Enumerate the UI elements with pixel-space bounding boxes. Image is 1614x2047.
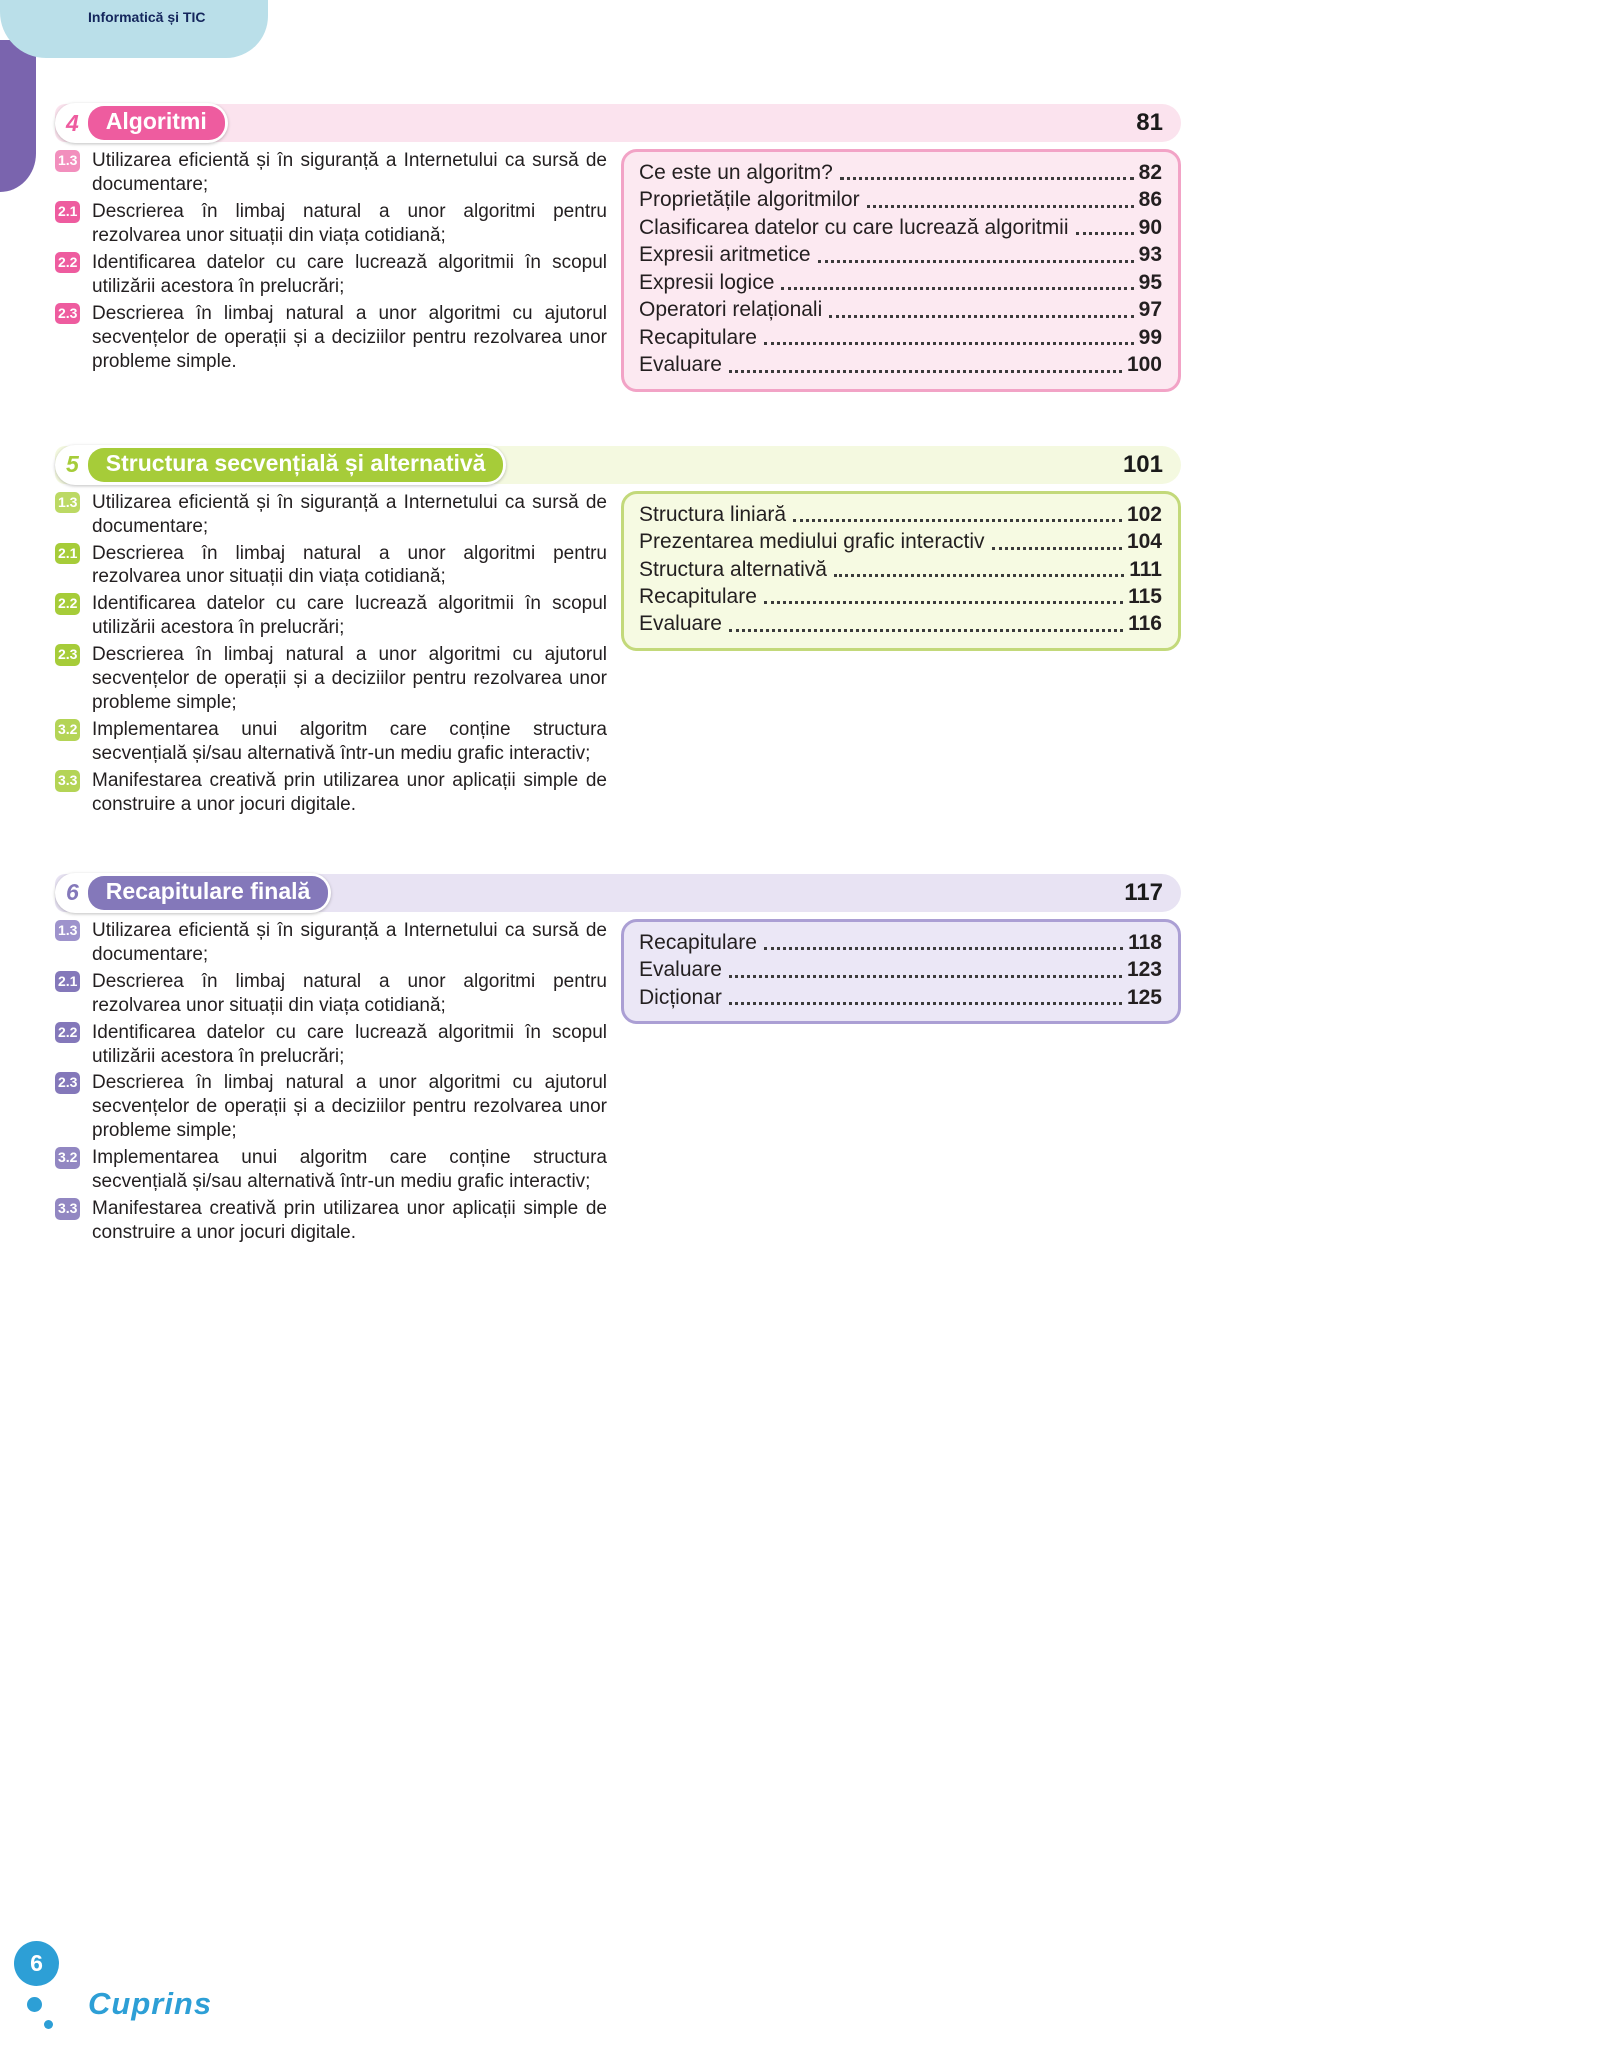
chapter-body — [55, 491, 1181, 820]
competency-item — [55, 491, 607, 539]
competency-text: Descrierea în limbaj natural a unor algoritmi pentru rezolvarea unor situații din viața cotidiană; — [92, 970, 607, 1016]
toc-entry-label: Evaluare — [639, 958, 722, 982]
competency-item — [55, 1197, 607, 1245]
dot-leader — [834, 574, 1124, 577]
book-subject-label: Informatică și TIC — [88, 9, 206, 25]
dot-leader — [729, 1002, 1122, 1005]
footer-section-label: Cuprins — [88, 1986, 213, 2021]
toc-entry — [639, 187, 1162, 213]
toc-entry-page: 125 — [1126, 985, 1162, 1009]
chapter-number-badge: 5 — [66, 451, 79, 478]
competency-code-badge: 1.3 — [55, 920, 80, 942]
competency-text: Manifestarea creativă prin utilizarea unor aplicații simple de construire a unor jocuri digitale. — [92, 769, 607, 815]
toc-entry-page: 104 — [1126, 530, 1162, 554]
toc-entry-label: Operatori relaționali — [639, 298, 823, 322]
toc-entry — [639, 584, 1162, 610]
competency-text: Identificarea datelor cu care lucrează algoritmii în scopul utilizării acestora în prelucrări; — [92, 1021, 607, 1067]
chapter-title: Recapitulare finală — [88, 876, 329, 910]
toc-entry-label: Prezentarea mediului grafic interactiv — [639, 530, 985, 554]
competency-text: Descrierea în limbaj natural a unor algoritmi pentru rezolvarea unor situații din viața cotidiană; — [92, 200, 607, 246]
competency-item — [55, 251, 607, 299]
competency-item — [55, 592, 607, 640]
competency-item — [55, 302, 607, 374]
competency-code-badge: 3.3 — [55, 1198, 80, 1220]
toc-list — [639, 930, 1162, 1011]
chapter-number-badge: 6 — [66, 879, 79, 906]
competency-code-badge: 3.2 — [55, 1147, 80, 1169]
toc-entry-page: 116 — [1128, 612, 1162, 636]
chapter-header — [55, 446, 1181, 484]
dot-leader — [829, 315, 1133, 318]
toc-entry — [639, 611, 1162, 637]
competency-item — [55, 919, 607, 967]
competency-code-badge: 2.1 — [55, 971, 80, 993]
toc-entry-label: Dicționar — [639, 985, 722, 1009]
toc-entry-page: 100 — [1126, 353, 1162, 377]
competency-code-badge: 1.3 — [55, 492, 80, 514]
toc-entry — [639, 985, 1162, 1011]
chapter-start-page: 101 — [1122, 450, 1163, 478]
competency-code-badge: 3.3 — [55, 770, 80, 792]
competency-item — [55, 769, 607, 817]
chapter-number-badge: 4 — [66, 109, 79, 136]
toc-entry-page: 95 — [1138, 270, 1162, 294]
toc-entry-page: 90 — [1138, 215, 1162, 239]
chapter-header — [55, 104, 1181, 142]
toc-entry-label: Expresii aritmetice — [639, 243, 811, 267]
competency-code-badge: 2.2 — [55, 1022, 80, 1044]
competency-list — [55, 149, 607, 376]
toc-entry — [639, 352, 1162, 378]
competency-item — [55, 1146, 607, 1194]
toc-entry — [639, 529, 1162, 555]
toc-entry-page: 111 — [1129, 557, 1162, 581]
dot-leader — [764, 601, 1123, 604]
toc-entry-label: Proprietățile algoritmilor — [639, 188, 860, 212]
toc-entry — [639, 502, 1162, 528]
toc-entry — [639, 242, 1162, 268]
chapter-title: Structura secvențială și alternativă — [88, 448, 504, 482]
toc-entry-label: Structura alternativă — [639, 557, 827, 581]
competency-item — [55, 718, 607, 766]
toc-list — [639, 160, 1162, 379]
competency-list — [55, 919, 607, 1248]
chapter-section-structura — [55, 446, 1181, 820]
competency-code-badge: 2.2 — [55, 593, 80, 615]
toc-entry-label: Recapitulare — [639, 584, 757, 608]
competency-text: Identificarea datelor cu care lucrează algoritmii în scopul utilizării acestora în prelucrări; — [92, 593, 607, 639]
competency-item — [55, 149, 607, 197]
toc-entry-label: Recapitulare — [639, 930, 757, 954]
competency-item — [55, 542, 607, 590]
competency-item — [55, 1071, 607, 1143]
chapter-pill — [55, 103, 228, 143]
competency-text: Utilizarea eficientă și în siguranță a Internetului ca sursă de documentare; — [92, 919, 607, 965]
toc-entry-page: 99 — [1138, 325, 1162, 349]
competency-code-badge: 2.2 — [55, 252, 80, 274]
toc-entry — [639, 160, 1162, 186]
footer-dot-decoration — [27, 1997, 42, 2012]
chapter-title: Algoritmi — [88, 106, 225, 140]
toc-entry — [639, 957, 1162, 983]
competency-text: Descrierea în limbaj natural a unor algoritmi cu ajutorul secvențelor de operații și a deciziilor pentru rezolvarea unor probleme simple; — [92, 1072, 607, 1142]
dot-leader — [840, 177, 1134, 180]
competency-text: Implementarea unui algoritm care conține structura secvențială și/sau alternativă într-un mediu grafic interactiv; — [92, 719, 607, 764]
competency-text: Descrierea în limbaj natural a unor algoritmi cu ajutorul secvențelor de operații și a deciziilor pentru rezolvarea unor probleme simple. — [92, 302, 607, 372]
dot-leader — [764, 947, 1123, 950]
toc-entry-page: 115 — [1128, 584, 1162, 608]
toc-entry — [639, 557, 1162, 583]
dot-leader — [818, 260, 1134, 263]
toc-entry — [639, 325, 1162, 351]
competency-item — [55, 970, 607, 1018]
competency-text: Utilizarea eficientă și în siguranță a Internetului ca sursă de documentare; — [92, 491, 607, 537]
chapter-section-algoritmi — [55, 104, 1181, 392]
competency-item — [55, 1021, 607, 1069]
side-blob-decoration — [0, 40, 36, 192]
toc-entry-label: Clasificarea datelor cu care lucrează algoritmii — [639, 215, 1069, 239]
dot-leader — [992, 547, 1122, 550]
toc-entry-page: 82 — [1138, 161, 1162, 184]
dot-leader — [729, 975, 1122, 978]
toc-entry-page: 86 — [1138, 188, 1162, 212]
toc-entry — [639, 930, 1162, 956]
toc-box — [621, 149, 1181, 392]
toc-entry — [639, 297, 1162, 323]
toc-entry — [639, 215, 1162, 241]
toc-list — [639, 502, 1162, 638]
dot-leader — [729, 370, 1122, 373]
competency-text: Manifestarea creativă prin utilizarea unor aplicații simple de construire a unor jocuri digitale. — [92, 1198, 607, 1244]
competency-code-badge: 2.1 — [55, 201, 80, 223]
competency-text: Utilizarea eficientă și în siguranță a Internetului ca sursă de documentare; — [92, 150, 607, 195]
competency-text: Identificarea datelor cu care lucrează algoritmii în scopul utilizării acestora în prelucrări; — [92, 251, 607, 297]
chapter-pill — [55, 445, 506, 485]
competency-item — [55, 200, 607, 248]
competency-code-badge: 2.3 — [55, 303, 80, 325]
toc-box — [621, 919, 1181, 1024]
competency-item — [55, 643, 607, 715]
chapter-body — [55, 919, 1181, 1248]
competency-code-badge: 2.3 — [55, 644, 80, 666]
toc-entry-label: Recapitulare — [639, 325, 757, 349]
competency-text: Descrierea în limbaj natural a unor algoritmi pentru rezolvarea unor situații din viața cotidiană; — [92, 542, 607, 588]
chapter-body — [55, 149, 1181, 392]
chapter-header — [55, 874, 1181, 912]
competency-text: Descrierea în limbaj natural a unor algoritmi cu ajutorul secvențelor de operații și a deciziilor pentru rezolvarea unor probleme simple; — [92, 644, 607, 714]
dot-leader — [781, 287, 1133, 290]
toc-entry-page: 93 — [1138, 243, 1162, 267]
competency-text: Implementarea unui algoritm care conține structura secvențială și/sau alternativă într-un mediu grafic interactiv; — [92, 1147, 607, 1193]
dot-leader — [867, 205, 1134, 208]
chapter-pill — [55, 873, 331, 913]
toc-entry — [639, 270, 1162, 296]
competency-list — [55, 491, 607, 820]
dot-leader — [1076, 232, 1134, 235]
toc-entry-label: Evaluare — [639, 353, 722, 377]
chapter-start-page: 81 — [1136, 109, 1163, 136]
dot-leader — [764, 342, 1134, 345]
toc-entry-label: Ce este un algoritm? — [639, 161, 833, 184]
toc-entry-label: Structura liniară — [639, 502, 787, 526]
toc-content — [55, 104, 1181, 1302]
toc-entry-page: 118 — [1128, 930, 1162, 954]
toc-entry-page: 102 — [1126, 502, 1162, 526]
competency-code-badge: 2.1 — [55, 543, 80, 565]
competency-code-badge: 3.2 — [55, 719, 80, 741]
competency-code-badge: 1.3 — [55, 150, 80, 172]
footer-dot-decoration — [44, 2020, 53, 2029]
competency-code-badge: 2.3 — [55, 1072, 80, 1094]
page-number-badge: 6 — [14, 1941, 59, 1986]
toc-entry-label: Evaluare — [639, 612, 722, 636]
toc-box — [621, 491, 1181, 651]
dot-leader — [793, 519, 1122, 522]
toc-entry-page: 123 — [1126, 958, 1162, 982]
toc-entry-page: 97 — [1138, 298, 1162, 322]
toc-entry-label: Expresii logice — [639, 270, 775, 294]
chapter-section-recapitulare — [55, 874, 1181, 1248]
dot-leader — [729, 629, 1123, 632]
chapter-start-page: 117 — [1124, 878, 1163, 906]
